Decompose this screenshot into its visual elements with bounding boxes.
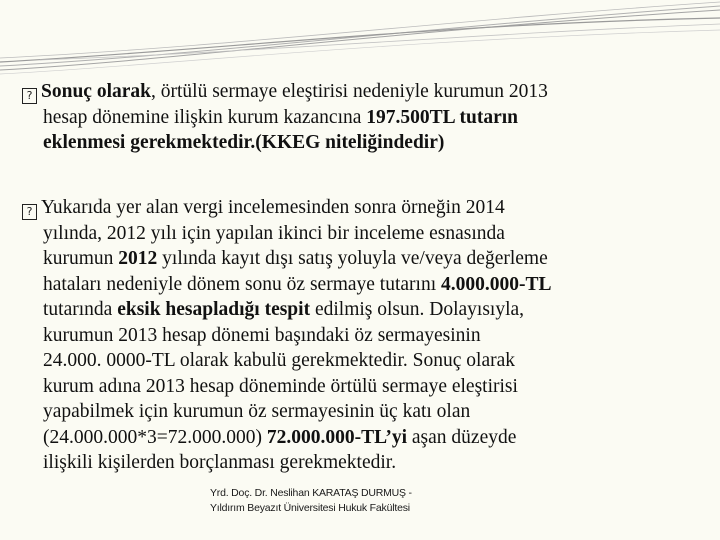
footer-author — [210, 486, 412, 516]
text-segment: kurum adına 2013 hesap döneminde örtülü sermaye eleştirisi — [43, 375, 518, 397]
footer-author-name: Yrd. Doç. Dr. Neslihan KARATAŞ DURMUŞ - — [210, 487, 412, 499]
paragraph-2-line — [22, 195, 702, 221]
missing-glyph-box-icon: ? — [22, 88, 37, 104]
paragraph-2-line — [22, 425, 702, 451]
text-segment: aşan düzeyde — [407, 426, 517, 448]
paragraph-1-line — [22, 79, 702, 105]
paragraph-1-line — [22, 130, 702, 156]
text-segment: tutarında — [43, 299, 118, 320]
text-segment: yapabilmek için kurumun öz sermayesinin üç katı olan — [43, 401, 471, 422]
paragraph-2-line — [22, 246, 702, 272]
paragraph-example — [22, 195, 702, 476]
text-segment: Yukarıda yer alan vergi incelemesinden sonra örneğin 2014 — [41, 197, 505, 218]
text-segment: kurumun — [43, 248, 119, 269]
bold-text-segment: 4.000.000-TL — [441, 273, 552, 295]
missing-glyph-box-icon: ? — [22, 204, 37, 220]
paragraph-2-line — [22, 348, 702, 374]
paragraph-2-line — [22, 450, 702, 476]
paragraph-conclusion — [22, 79, 702, 156]
bold-text-segment: eklenmesi gerekmektedir.(KKEG niteliğindedir) — [43, 132, 445, 153]
bold-text-segment: eksik hesapladığı tespit — [117, 299, 311, 320]
text-segment: (24.000.000*3=72.000.000) — [43, 426, 267, 448]
text-segment: , örtülü sermaye eleştirisi nedeniyle kurumun 2013 — [150, 81, 548, 102]
bold-text-segment: 2012 — [118, 248, 158, 269]
footer-affiliation: Yıldırım Beyazıt Üniversitesi Hukuk Fakültesi — [210, 502, 410, 514]
bold-text-segment: Sonuç olarak — [41, 81, 151, 102]
bold-text-segment: 72.000.000-TL’yi — [266, 426, 408, 448]
text-segment: yılında kayıt dışı satış yoluyla ve/veya değerleme — [157, 248, 548, 269]
text-segment: ilişkili kişilerden borçlanması gerekmektedir. — [43, 452, 397, 473]
text-segment: yılında, 2012 yılı için yapılan ikinci bir inceleme esnasında — [43, 222, 505, 244]
text-segment: kurumun 2013 hesap dönemi başındaki öz sermayesinin — [43, 324, 481, 346]
paragraph-2-line — [22, 272, 702, 298]
bold-text-segment: 197.500TL tutarın — [366, 106, 518, 128]
paragraph-2-line — [22, 221, 702, 247]
paragraph-2-line — [22, 399, 702, 425]
paragraph-2-line — [22, 374, 702, 400]
text-segment: edilmiş olsun. Dolayısıyla, — [310, 299, 525, 320]
text-segment: hesap dönemine ilişkin kurum kazancına — [43, 106, 367, 128]
decorative-swoosh-lines — [0, 0, 720, 80]
paragraph-2-line — [22, 323, 702, 349]
paragraph-1-line — [22, 105, 702, 131]
text-segment: 24.000. 0000-TL olarak kabulü gerekmektedir. Sonuç olarak — [43, 350, 516, 371]
text-segment: hataları nedeniyle dönem sonu öz sermaye tutarını — [43, 273, 441, 295]
paragraph-2-line — [22, 297, 702, 323]
